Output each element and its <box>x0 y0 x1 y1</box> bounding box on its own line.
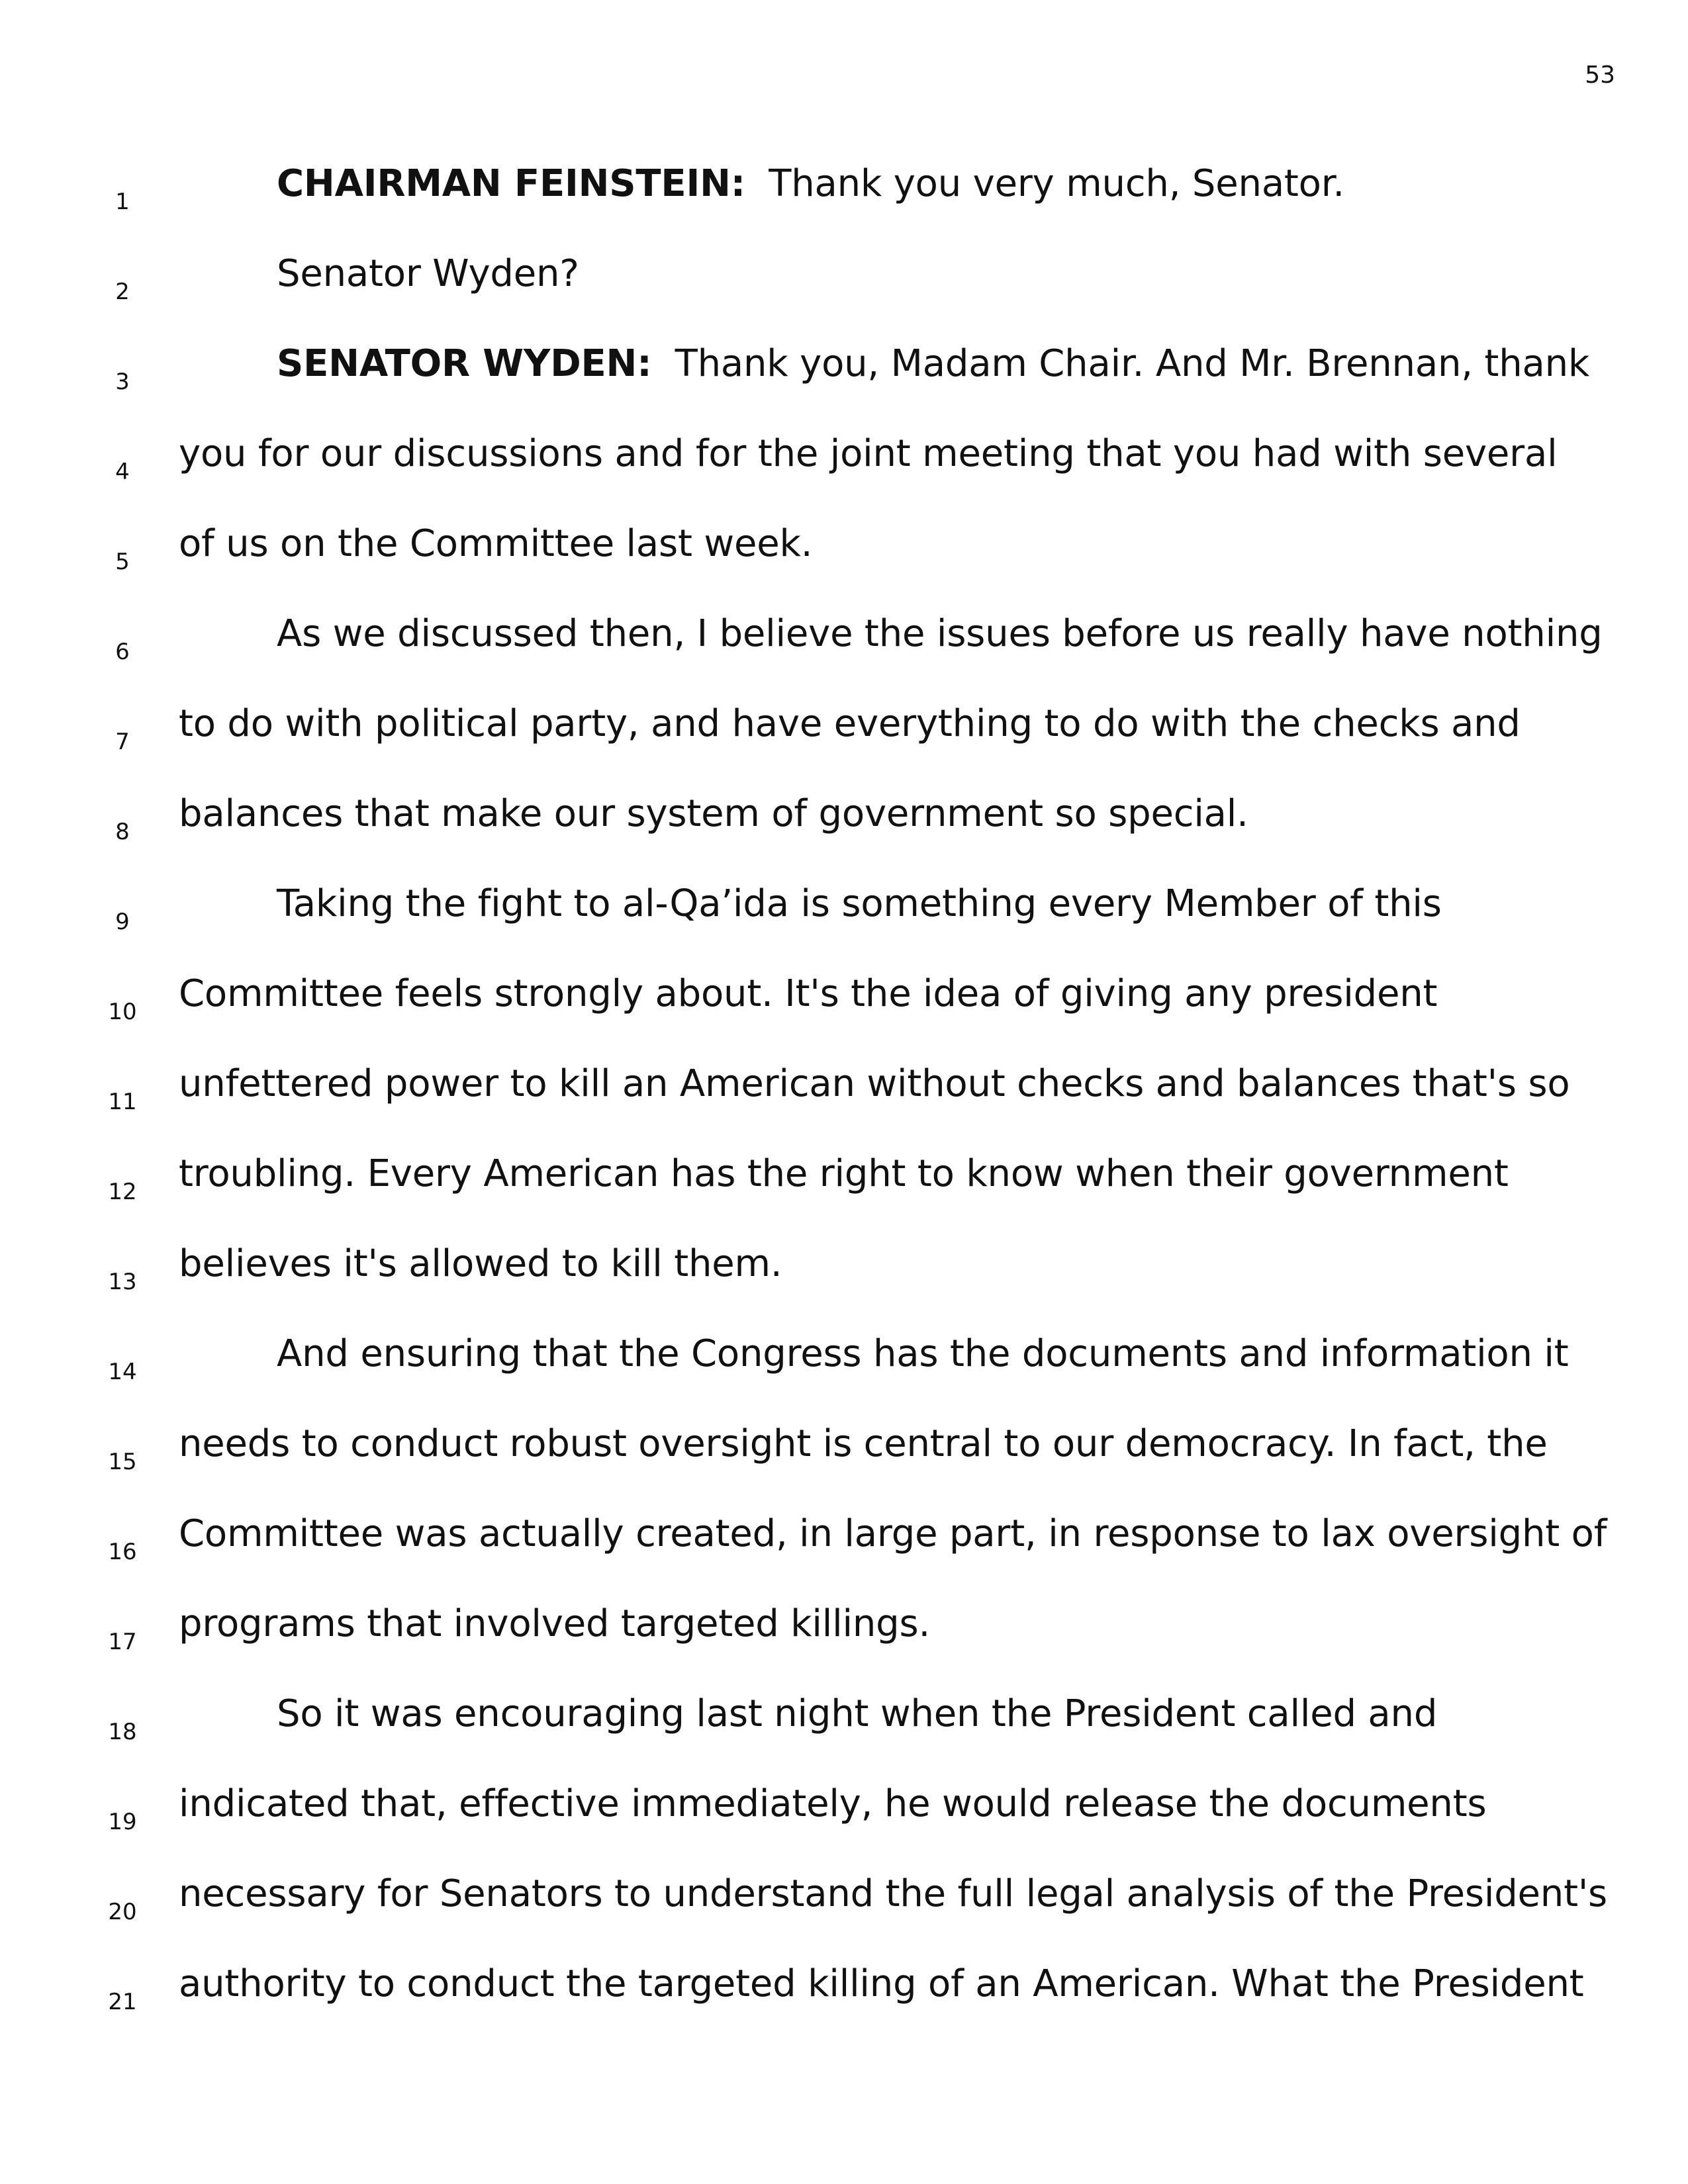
line-number: 1 <box>115 189 130 215</box>
line-number: 4 <box>115 459 130 485</box>
line-number: 7 <box>115 729 130 755</box>
line-text: believes it's allowed to kill them. <box>179 1242 782 1285</box>
line-text: necessary for Senators to understand the full legal analysis of the President's <box>179 1872 1608 1915</box>
transcript-line <box>0 1152 1688 1246</box>
transcript-line <box>0 792 1688 886</box>
line-text <box>277 162 1345 205</box>
speaker-label: SENATOR WYDEN: <box>277 342 652 385</box>
transcript-line <box>0 1962 1688 2056</box>
transcript-line <box>0 882 1688 976</box>
line-number: 3 <box>115 369 130 395</box>
line-text: Taking the fight to al-Qa’ida is something every Member of this <box>277 882 1442 925</box>
transcript-line <box>0 522 1688 615</box>
line-text: So it was encouraging last night when the President called and <box>277 1692 1438 1735</box>
line-text: you for our discussions and for the joint meeting that you had with several <box>179 432 1558 475</box>
line-number: 2 <box>115 279 130 305</box>
line-text: authority to conduct the targeted killing of an American. What the President <box>179 1962 1584 2005</box>
line-number: 9 <box>115 909 130 935</box>
transcript-line <box>0 342 1688 435</box>
transcript-line <box>0 252 1688 345</box>
line-text: troubling. Every American has the right to know when their government <box>179 1152 1509 1195</box>
line-text: Committee was actually created, in large part, in response to lax oversight of <box>179 1512 1607 1555</box>
line-text: Senator Wyden? <box>277 252 579 295</box>
line-number: 17 <box>108 1629 137 1655</box>
line-text: of us on the Committee last week. <box>179 522 813 565</box>
line-text: unfettered power to kill an American without checks and balances that's so <box>179 1062 1570 1105</box>
transcript-line <box>0 702 1688 796</box>
transcript-line <box>0 972 1688 1066</box>
line-text: to do with political party, and have everything to do with the checks and <box>179 702 1521 745</box>
line-number: 12 <box>108 1179 137 1205</box>
transcript-line <box>0 1062 1688 1156</box>
line-text: And ensuring that the Congress has the documents and information it <box>277 1332 1569 1375</box>
transcript-line <box>0 162 1688 255</box>
line-number: 6 <box>115 639 130 665</box>
transcript-line <box>0 1782 1688 1876</box>
speaker-label: CHAIRMAN FEINSTEIN: <box>277 162 745 205</box>
line-number: 10 <box>108 999 137 1025</box>
line-number: 16 <box>108 1539 137 1565</box>
transcript-line <box>0 1512 1688 1606</box>
line-text: programs that involved targeted killings. <box>179 1602 931 1645</box>
line-content: Thank you very much, Senator. <box>769 162 1345 205</box>
transcript-line <box>0 1332 1688 1426</box>
line-number: 20 <box>108 1899 137 1925</box>
line-number: 19 <box>108 1809 137 1835</box>
line-number: 11 <box>108 1089 137 1115</box>
line-text <box>277 342 1590 385</box>
transcript-line <box>0 1242 1688 1336</box>
page-number: 53 <box>1585 62 1615 89</box>
line-text: As we discussed then, I believe the issues before us really have nothing <box>277 612 1603 655</box>
transcript-line <box>0 1422 1688 1516</box>
transcript-line <box>0 612 1688 705</box>
line-number: 8 <box>115 819 130 845</box>
transcript-line <box>0 1692 1688 1786</box>
transcript-line <box>0 432 1688 525</box>
transcript-line <box>0 1872 1688 1966</box>
line-number: 15 <box>108 1449 137 1475</box>
line-text: Committee feels strongly about. It's the idea of giving any president <box>179 972 1438 1015</box>
transcript-line <box>0 1602 1688 1696</box>
line-number: 13 <box>108 1269 137 1295</box>
line-number: 5 <box>115 549 130 575</box>
line-text: balances that make our system of government so special. <box>179 792 1248 835</box>
line-content: Thank you, Madam Chair. And Mr. Brennan, thank <box>675 342 1590 385</box>
line-text: indicated that, effective immediately, he would release the documents <box>179 1782 1487 1825</box>
line-number: 18 <box>108 1719 137 1745</box>
line-text: needs to conduct robust oversight is central to our democracy. In fact, the <box>179 1422 1548 1465</box>
line-number: 14 <box>108 1359 137 1385</box>
line-number: 21 <box>108 1989 137 2015</box>
